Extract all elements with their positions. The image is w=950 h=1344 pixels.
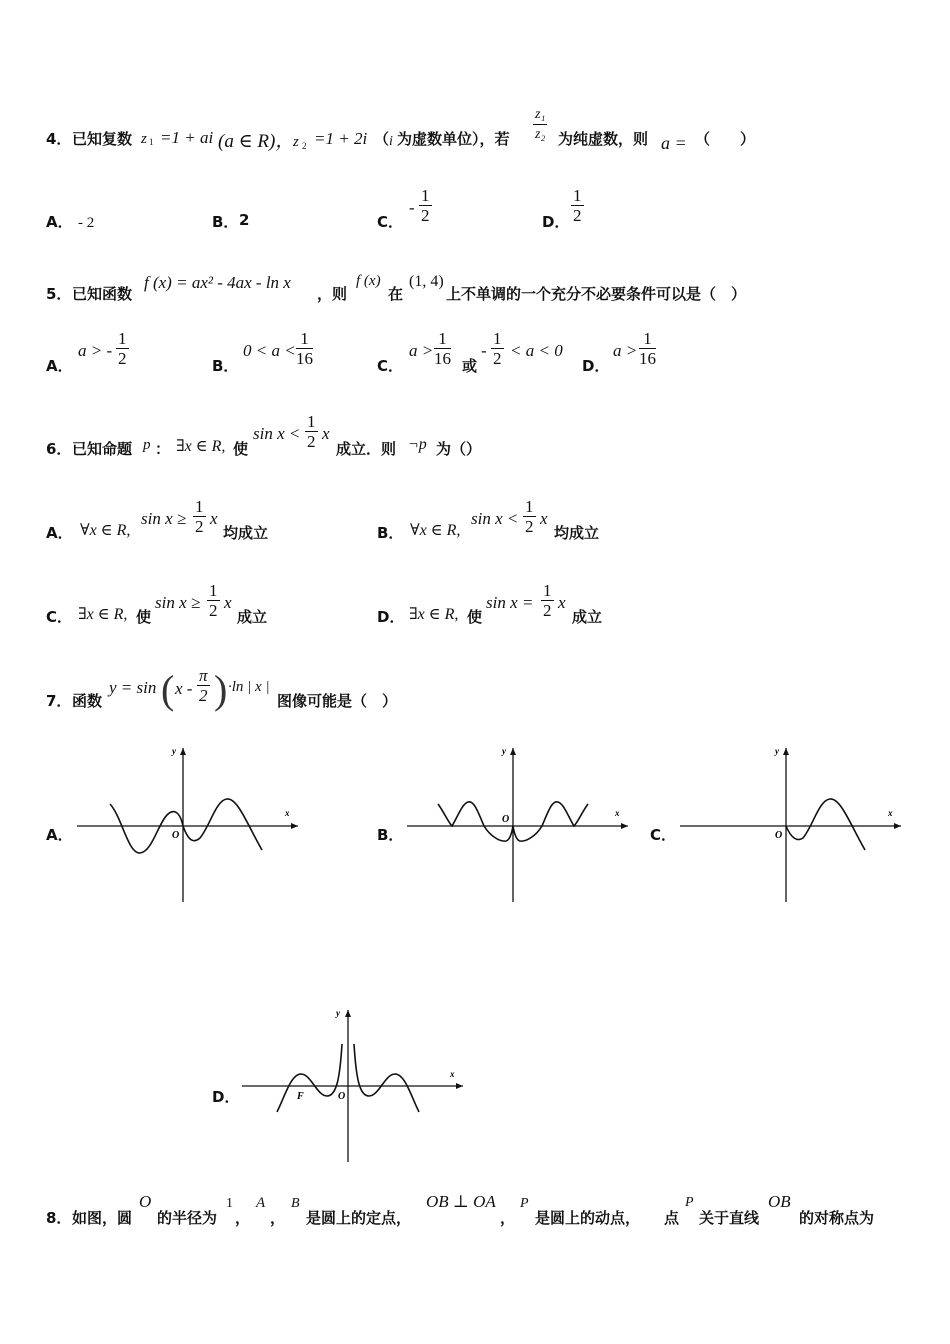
q4-text-1: 已知复数 <box>72 130 133 148</box>
q4-option-d-fraction <box>571 186 584 225</box>
q5-option-a-fraction <box>116 329 129 368</box>
x-label: x <box>888 808 893 818</box>
q5-option-d-expr: a > <box>613 341 638 360</box>
q7-right-paren: ) <box>214 667 228 712</box>
q6-option-c-label: C． <box>46 608 73 626</box>
q6-text-2: 成立．则 <box>336 440 397 458</box>
q6-option-a-fraction <box>193 497 206 536</box>
y-label: y <box>172 746 176 756</box>
q5-option-b-label: B． <box>212 357 239 375</box>
q6-sin: sin x < <box>253 424 301 443</box>
q5-option-c-or: 或 <box>462 357 478 375</box>
q8-A: A <box>256 1195 266 1211</box>
q6-option-d-tail: 成立 <box>572 608 603 626</box>
origin-label: O <box>172 830 180 841</box>
q5-option-c-numerator: 1 <box>434 329 451 349</box>
q6-option-c-sin: sin x ≥ <box>155 593 201 612</box>
q6-option-d-denominator: 2 <box>543 601 552 620</box>
x-axis-arrow <box>456 1083 463 1089</box>
q5-option-d-fraction <box>639 329 656 368</box>
f-label: F <box>297 1091 304 1102</box>
q7-numerator: π <box>199 666 208 685</box>
q5-option-c-expr: a > <box>409 341 434 360</box>
q5-option-c-fraction-2 <box>491 329 504 368</box>
q6-option-b-x: x <box>540 509 548 528</box>
q6-option-c-x: x <box>224 593 232 612</box>
curve-left <box>277 1044 342 1112</box>
q5-option-c-numerator-2: 1 <box>493 329 502 348</box>
q6-option-d-label: D． <box>377 608 405 626</box>
q6-text-1: 已知命题 <box>72 440 133 458</box>
q7-left-paren: ( <box>161 667 175 712</box>
q5-option-a-numerator: 1 <box>118 329 127 348</box>
q5-option-d-label: D． <box>582 357 610 375</box>
q6-option-a-tail: 均成立 <box>223 524 269 542</box>
q5-number: 5． <box>46 285 72 303</box>
q7-graph-d-label: D． <box>212 1088 240 1106</box>
q6-text-3: 为（） <box>436 440 482 458</box>
q4-i: i <box>389 134 393 149</box>
q4-fraction-numerator: z₁ <box>533 105 547 125</box>
q6-option-b-numerator: 1 <box>525 497 534 516</box>
q7-graph-a <box>72 742 304 904</box>
q6-p: p <box>143 437 151 453</box>
q4-z2-sub: 2 <box>302 141 307 151</box>
q6-option-d-fraction <box>541 581 554 620</box>
q5-option-c-denominator: 16 <box>434 349 451 368</box>
q6-option-c-tail: 成立 <box>237 608 268 626</box>
q6-option-a-x: x <box>210 509 218 528</box>
q6-notp: ¬p <box>408 436 427 453</box>
q4-option-d-denominator: 2 <box>573 206 582 225</box>
q8-OB: OB <box>768 1192 791 1211</box>
q5-option-c-fraction <box>434 329 451 368</box>
q5-text-1: 已知函数 <box>72 285 133 303</box>
origin-label: O <box>502 814 510 825</box>
q6-option-b-denominator: 2 <box>525 517 534 536</box>
q8-P: P <box>520 1196 529 1211</box>
q5-option-b-numerator: 1 <box>296 329 313 349</box>
q6-option-d-sin: sin x = <box>486 593 534 612</box>
y-label: y <box>775 746 779 756</box>
q4-paren: （ <box>374 130 390 148</box>
curve <box>786 799 865 850</box>
q8-text-1: 如图，圆 <box>72 1209 133 1227</box>
q6-option-c-shi: 使 <box>136 608 152 626</box>
q8-B: B <box>291 1196 300 1211</box>
q6-option-d-numerator: 1 <box>543 581 552 600</box>
q5-option-c-expr-2: < a < 0 <box>510 341 563 360</box>
q7-fraction <box>197 666 210 705</box>
q4-number: 4． <box>46 130 72 148</box>
q8-text-2: 的半径为 <box>157 1209 218 1227</box>
q4-z1-sub: 1 <box>149 137 154 147</box>
q8-text-7: 的对称点为 <box>799 1209 875 1227</box>
q5-option-d-numerator: 1 <box>639 329 656 349</box>
origin-label: O <box>775 830 783 841</box>
q8-one: 1 <box>226 1196 233 1211</box>
q7-text-2: 图像可能是（ ） <box>277 692 398 710</box>
q4-option-c-label: C． <box>377 213 404 231</box>
q5-option-c-label: C． <box>377 357 404 375</box>
q6-exists: ∃x ∈ R, <box>176 438 226 455</box>
x-axis-arrow <box>621 823 628 829</box>
q8-text-5: 点 <box>664 1209 680 1227</box>
q8-text-6: 关于直线 <box>699 1209 760 1227</box>
q6-option-c-quantifier: ∃x ∈ R, <box>78 606 128 623</box>
q4-z2: z <box>293 134 299 150</box>
q6-option-b-tail: 均成立 <box>554 524 600 542</box>
q6-denominator: 2 <box>307 432 316 451</box>
q6-option-b-quantifier: ∀x ∈ R, <box>410 522 461 539</box>
y-label: y <box>502 746 506 756</box>
q6-option-c-denominator: 2 <box>209 601 218 620</box>
q7-graph-d <box>237 1004 469 1166</box>
q5-option-a-expr: a > - <box>78 341 113 360</box>
q7-graph-c-label: C． <box>650 826 677 844</box>
q4-option-a-value: - 2 <box>78 215 95 231</box>
q4-option-c-fraction <box>419 186 432 225</box>
q4-option-b-value: 2 <box>239 211 250 229</box>
q4-option-c-numerator: 1 <box>421 186 430 205</box>
q4-condition: (a ∈ R)， <box>218 131 295 152</box>
y-axis-arrow <box>345 1010 351 1017</box>
curve-right <box>354 1044 419 1112</box>
q4-option-a-label: A． <box>46 213 73 231</box>
x-label: x <box>450 1069 455 1079</box>
q8-comma-3: ， <box>500 1209 516 1227</box>
q5-option-b-denominator: 16 <box>296 349 313 368</box>
y-axis-arrow <box>180 748 186 755</box>
q4-option-c-denominator: 2 <box>421 206 430 225</box>
q7-number: 7． <box>46 692 72 710</box>
q5-option-d-denominator: 16 <box>639 349 656 368</box>
q4-option-d-numerator: 1 <box>573 186 582 205</box>
q8-P-2: P <box>685 1195 694 1210</box>
q6-option-c-fraction <box>207 581 220 620</box>
q7-graph-b <box>402 742 634 904</box>
q6-number: 6． <box>46 440 72 458</box>
q4-z1: z <box>141 131 147 147</box>
q5-text-4: 上不单调的一个充分不必要条件可以是（ ） <box>446 285 747 303</box>
q7-graph-b-label: B． <box>377 826 404 844</box>
q6-option-d-x: x <box>558 593 566 612</box>
q7-text-1: 函数 <box>72 692 103 710</box>
q4-text-2: 为虚数单位），若 <box>397 130 510 148</box>
q4-a: a = <box>661 133 687 153</box>
q5-text-3: 在 <box>388 285 404 303</box>
q6-fraction <box>305 412 318 451</box>
q6-option-a-sin: sin x ≥ <box>141 509 187 528</box>
q6-option-a-label: A． <box>46 524 73 542</box>
q8-text-4: 是圆上的动点， <box>535 1209 641 1227</box>
q7-graph-c <box>675 742 907 904</box>
origin-label: O <box>338 1091 346 1102</box>
q5-option-b-fraction <box>296 329 313 368</box>
q5-option-a-label: A． <box>46 357 73 375</box>
x-axis-arrow <box>894 823 901 829</box>
q8-comma-2: ， <box>270 1209 286 1227</box>
q6-numerator: 1 <box>307 412 316 431</box>
q4-option-d-label: D． <box>542 213 570 231</box>
q6-x: x <box>322 424 330 443</box>
q5-fx: f (x) <box>356 273 381 289</box>
q5-interval: (1, 4) <box>409 273 444 290</box>
q8-O: O <box>139 1192 152 1211</box>
y-axis-arrow <box>783 748 789 755</box>
q5-option-a-denominator: 2 <box>118 349 127 368</box>
q4-z2-expr: =1 + 2i <box>314 129 368 148</box>
q7-graph-a-label: A． <box>46 826 73 844</box>
y-label: y <box>336 1008 340 1018</box>
q7-inner: x - <box>175 679 193 698</box>
q5-text-2: ，则 <box>317 285 348 303</box>
q4-blank: （ ） <box>695 130 756 148</box>
q4-option-b-label: B． <box>212 213 239 231</box>
q4-z1-expr: =1 + ai <box>160 128 214 147</box>
q8-text-3: 是圆上的定点， <box>306 1209 412 1227</box>
x-axis-arrow <box>291 823 298 829</box>
q4-option-c-sign: - <box>409 198 415 217</box>
q6-option-c-numerator: 1 <box>209 581 218 600</box>
q6-option-a-denominator: 2 <box>195 517 204 536</box>
q6-option-a-quantifier: ∀x ∈ R, <box>80 522 131 539</box>
q6-option-d-quantifier: ∃x ∈ R, <box>409 606 459 623</box>
q7-y-sin: y = sin <box>109 678 157 697</box>
q6-option-b-fraction <box>523 497 536 536</box>
q5-option-b-expr: 0 < a < <box>243 341 296 360</box>
q4-fraction-denominator: z₂ <box>535 127 546 142</box>
q6-option-a-numerator: 1 <box>195 497 204 516</box>
y-axis-arrow <box>510 748 516 755</box>
q7-tail: ·ln | x | <box>228 679 270 695</box>
q5-option-c-denominator-2: 2 <box>493 349 502 368</box>
q8-number: 8． <box>46 1209 72 1227</box>
q7-denominator: 2 <box>199 686 208 705</box>
q8-comma-1: ， <box>235 1209 251 1227</box>
q6-option-b-label: B． <box>377 524 404 542</box>
x-label: x <box>615 808 620 818</box>
q5-function: f (x) = ax² - 4ax - ln x <box>144 273 291 292</box>
q6-option-d-shi: 使 <box>467 608 483 626</box>
q6-option-b-sin: sin x < <box>471 509 519 528</box>
q4-fraction <box>533 105 547 144</box>
q4-text-3: 为纯虚数，则 <box>558 130 649 148</box>
q6-shi: 使 <box>233 440 249 458</box>
q5-option-c-sign: - <box>481 341 487 360</box>
q8-perp: OB ⊥ OA <box>426 1192 496 1211</box>
x-label: x <box>285 808 290 818</box>
q6-colon: ： <box>155 440 171 458</box>
